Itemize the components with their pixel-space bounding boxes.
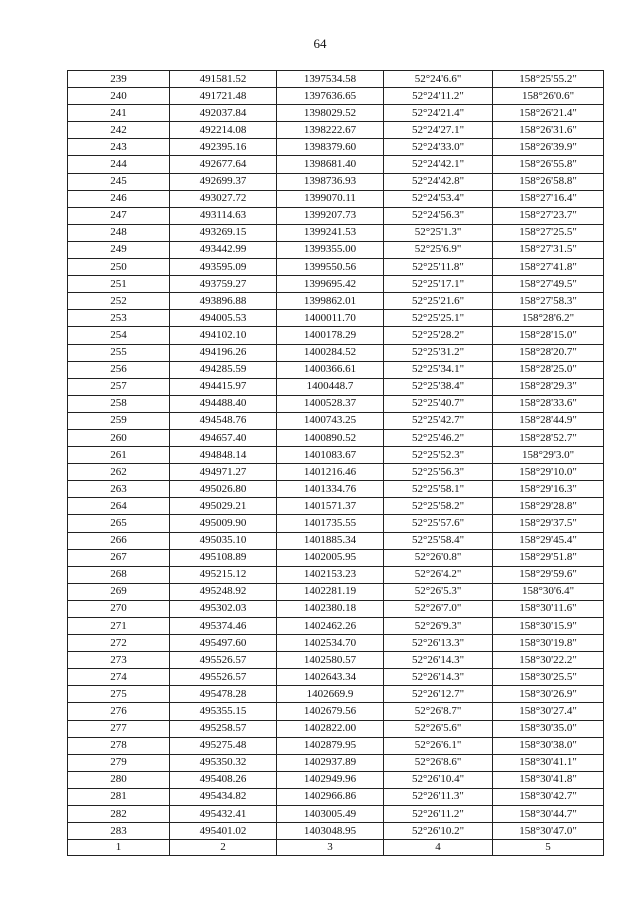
latitude-cell: 52°25'21.6" [384,293,493,310]
table-row [68,669,604,686]
point-number-cell: 243 [68,139,170,156]
x-coordinate-cell: 494548.76 [170,412,277,429]
y-coordinate-cell: 1398681.40 [277,156,384,173]
point-number-cell: 277 [68,720,170,737]
point-number-cell: 246 [68,190,170,207]
longitude-cell: 158°28'25.0" [493,361,604,378]
longitude-cell: 158°30'42.7" [493,788,604,805]
longitude-cell: 158°30'6.4" [493,583,604,600]
x-coordinate-cell: 495401.02 [170,823,277,840]
point-number-cell: 252 [68,293,170,310]
x-coordinate-cell: 495009.90 [170,515,277,532]
y-coordinate-cell: 1400448.7 [277,378,384,395]
longitude-cell: 158°30'41.1" [493,754,604,771]
x-coordinate-cell: 495275.48 [170,737,277,754]
y-coordinate-cell: 1402462.26 [277,618,384,635]
y-coordinate-cell: 1398222.67 [277,122,384,139]
table-row [68,771,604,788]
point-number-cell: 240 [68,88,170,105]
x-coordinate-cell: 493896.88 [170,293,277,310]
longitude-cell: 158°30'47.0" [493,823,604,840]
longitude-cell: 158°26'58.8" [493,173,604,190]
longitude-cell: 158°29'10.0" [493,464,604,481]
table-row [68,71,604,88]
table-row [68,310,604,327]
y-coordinate-cell: 1399550.56 [277,259,384,276]
column-number-cell: 1 [68,840,170,856]
point-number-cell: 256 [68,361,170,378]
longitude-cell: 158°30'19.8" [493,635,604,652]
longitude-cell: 158°29'3.0" [493,447,604,464]
x-coordinate-cell: 493595.09 [170,259,277,276]
column-number-cell: 5 [493,840,604,856]
x-coordinate-cell: 491721.48 [170,88,277,105]
table-row [68,429,604,446]
point-number-cell: 270 [68,600,170,617]
longitude-cell: 158°27'41.8" [493,259,604,276]
y-coordinate-cell: 1402534.70 [277,635,384,652]
table-row [68,224,604,241]
longitude-cell: 158°30'26.9" [493,686,604,703]
x-coordinate-cell: 495526.57 [170,669,277,686]
longitude-cell: 158°27'16.4" [493,190,604,207]
x-coordinate-cell: 494488.40 [170,395,277,412]
table-row [68,737,604,754]
y-coordinate-cell: 1400890.52 [277,429,384,446]
point-number-cell: 242 [68,122,170,139]
latitude-cell: 52°25'1.3" [384,224,493,241]
y-coordinate-cell: 1402879.95 [277,737,384,754]
x-coordinate-cell: 495432.41 [170,806,277,823]
y-coordinate-cell: 1402679.56 [277,703,384,720]
table-row [68,652,604,669]
longitude-cell: 158°26'31.6" [493,122,604,139]
latitude-cell: 52°24'6.6" [384,71,493,88]
column-number-row [68,840,604,856]
x-coordinate-cell: 494285.59 [170,361,277,378]
latitude-cell: 52°26'9.3" [384,618,493,635]
table-row [68,788,604,805]
table-row [68,686,604,703]
x-coordinate-cell: 492214.08 [170,122,277,139]
table-row [68,378,604,395]
table-row [68,361,604,378]
y-coordinate-cell: 1401334.76 [277,481,384,498]
table-row [68,412,604,429]
table-row [68,447,604,464]
x-coordinate-cell: 495408.26 [170,771,277,788]
y-coordinate-cell: 1400011.70 [277,310,384,327]
longitude-cell: 158°28'15.0" [493,327,604,344]
y-coordinate-cell: 1401216.46 [277,464,384,481]
point-number-cell: 265 [68,515,170,532]
x-coordinate-cell: 495258.57 [170,720,277,737]
point-number-cell: 273 [68,652,170,669]
x-coordinate-cell: 492395.16 [170,139,277,156]
point-number-cell: 251 [68,276,170,293]
latitude-cell: 52°25'11.8" [384,259,493,276]
longitude-cell: 158°29'16.3" [493,481,604,498]
x-coordinate-cell: 493027.72 [170,190,277,207]
x-coordinate-cell: 495350.32 [170,754,277,771]
table-row [68,395,604,412]
point-number-cell: 241 [68,105,170,122]
latitude-cell: 52°24'53.4" [384,190,493,207]
latitude-cell: 52°26'10.2" [384,823,493,840]
y-coordinate-cell: 1399241.53 [277,224,384,241]
x-coordinate-cell: 495478.28 [170,686,277,703]
longitude-cell: 158°30'35.0" [493,720,604,737]
column-number-cell: 3 [277,840,384,856]
table-row [68,703,604,720]
latitude-cell: 52°26'7.0" [384,600,493,617]
y-coordinate-cell: 1401083.67 [277,447,384,464]
x-coordinate-cell: 492677.64 [170,156,277,173]
latitude-cell: 52°25'57.6" [384,515,493,532]
longitude-cell: 158°28'44.9" [493,412,604,429]
table-row [68,481,604,498]
table-row [68,156,604,173]
longitude-cell: 158°26'21.4" [493,105,604,122]
x-coordinate-cell: 492037.84 [170,105,277,122]
table-body [68,71,604,856]
column-number-cell: 2 [170,840,277,856]
x-coordinate-cell: 495526.57 [170,652,277,669]
latitude-cell: 52°25'46.2" [384,429,493,446]
y-coordinate-cell: 1403005.49 [277,806,384,823]
latitude-cell: 52°24'27.1" [384,122,493,139]
x-coordinate-cell: 494971.27 [170,464,277,481]
longitude-cell: 158°28'20.7" [493,344,604,361]
y-coordinate-cell: 1402580.57 [277,652,384,669]
y-coordinate-cell: 1400284.52 [277,344,384,361]
y-coordinate-cell: 1401571.37 [277,498,384,515]
table-row [68,241,604,258]
longitude-cell: 158°26'55.8" [493,156,604,173]
latitude-cell: 52°26'0.8" [384,549,493,566]
point-number-cell: 248 [68,224,170,241]
point-number-cell: 267 [68,549,170,566]
point-number-cell: 272 [68,635,170,652]
point-number-cell: 253 [68,310,170,327]
table-row [68,720,604,737]
latitude-cell: 52°26'6.1" [384,737,493,754]
latitude-cell: 52°25'25.1" [384,310,493,327]
latitude-cell: 52°24'42.1" [384,156,493,173]
point-number-cell: 268 [68,566,170,583]
y-coordinate-cell: 1400528.37 [277,395,384,412]
latitude-cell: 52°25'42.7" [384,412,493,429]
point-number-cell: 275 [68,686,170,703]
longitude-cell: 158°29'45.4" [493,532,604,549]
latitude-cell: 52°25'58.2" [384,498,493,515]
point-number-cell: 271 [68,618,170,635]
latitude-cell: 52°25'28.2" [384,327,493,344]
longitude-cell: 158°29'28.8" [493,498,604,515]
point-number-cell: 261 [68,447,170,464]
longitude-cell: 158°28'29.3" [493,378,604,395]
y-coordinate-cell: 1398029.52 [277,105,384,122]
x-coordinate-cell: 495248.92 [170,583,277,600]
longitude-cell: 158°29'59.6" [493,566,604,583]
x-coordinate-cell: 495026.80 [170,481,277,498]
latitude-cell: 52°24'11.2" [384,88,493,105]
latitude-cell: 52°25'40.7" [384,395,493,412]
x-coordinate-cell: 492699.37 [170,173,277,190]
table-row [68,293,604,310]
table-row [68,139,604,156]
x-coordinate-cell: 493442.99 [170,241,277,258]
y-coordinate-cell: 1402669.9 [277,686,384,703]
longitude-cell: 158°30'25.5" [493,669,604,686]
point-number-cell: 269 [68,583,170,600]
x-coordinate-cell: 495302.03 [170,600,277,617]
x-coordinate-cell: 494196.26 [170,344,277,361]
point-number-cell: 257 [68,378,170,395]
x-coordinate-cell: 493759.27 [170,276,277,293]
y-coordinate-cell: 1399207.73 [277,207,384,224]
x-coordinate-cell: 493114.63 [170,207,277,224]
page-number: 64 [313,36,327,51]
point-number-cell: 245 [68,173,170,190]
latitude-cell: 52°25'6.9" [384,241,493,258]
table-row [68,276,604,293]
y-coordinate-cell: 1399070.11 [277,190,384,207]
longitude-cell: 158°28'52.7" [493,429,604,446]
y-coordinate-cell: 1402822.00 [277,720,384,737]
latitude-cell: 52°26'8.7" [384,703,493,720]
latitude-cell: 52°25'17.1" [384,276,493,293]
table-row [68,173,604,190]
point-number-cell: 283 [68,823,170,840]
point-number-cell: 260 [68,429,170,446]
x-coordinate-cell: 494005.53 [170,310,277,327]
latitude-cell: 52°26'13.3" [384,635,493,652]
y-coordinate-cell: 1402966.86 [277,788,384,805]
latitude-cell: 52°25'52.3" [384,447,493,464]
y-coordinate-cell: 1402281.19 [277,583,384,600]
y-coordinate-cell: 1402005.95 [277,549,384,566]
latitude-cell: 52°26'11.3" [384,788,493,805]
x-coordinate-cell: 493269.15 [170,224,277,241]
point-number-cell: 250 [68,259,170,276]
point-number-cell: 258 [68,395,170,412]
latitude-cell: 52°25'58.1" [384,481,493,498]
longitude-cell: 158°30'15.9" [493,618,604,635]
table-row [68,105,604,122]
point-number-cell: 276 [68,703,170,720]
table-row [68,823,604,840]
point-number-cell: 247 [68,207,170,224]
longitude-cell: 158°27'49.5" [493,276,604,293]
table-row [68,88,604,105]
column-number-cell: 4 [384,840,493,856]
longitude-cell: 158°30'27.4" [493,703,604,720]
table-row [68,549,604,566]
longitude-cell: 158°28'33.6" [493,395,604,412]
point-number-cell: 263 [68,481,170,498]
x-coordinate-cell: 495029.21 [170,498,277,515]
table-row [68,207,604,224]
x-coordinate-cell: 495035.10 [170,532,277,549]
latitude-cell: 52°26'5.6" [384,720,493,737]
table-row [68,122,604,139]
coordinates-table [67,70,604,856]
table-row [68,464,604,481]
y-coordinate-cell: 1400743.25 [277,412,384,429]
point-number-cell: 281 [68,788,170,805]
latitude-cell: 52°25'58.4" [384,532,493,549]
point-number-cell: 254 [68,327,170,344]
longitude-cell: 158°28'6.2" [493,310,604,327]
longitude-cell: 158°27'31.5" [493,241,604,258]
x-coordinate-cell: 494848.14 [170,447,277,464]
x-coordinate-cell: 495497.60 [170,635,277,652]
latitude-cell: 52°26'11.2" [384,806,493,823]
point-number-cell: 280 [68,771,170,788]
y-coordinate-cell: 1398736.93 [277,173,384,190]
y-coordinate-cell: 1402937.89 [277,754,384,771]
table-row [68,259,604,276]
longitude-cell: 158°29'51.8" [493,549,604,566]
x-coordinate-cell: 495374.46 [170,618,277,635]
longitude-cell: 158°30'44.7" [493,806,604,823]
y-coordinate-cell: 1401735.55 [277,515,384,532]
longitude-cell: 158°30'11.6" [493,600,604,617]
point-number-cell: 278 [68,737,170,754]
latitude-cell: 52°26'10.4" [384,771,493,788]
table-row [68,635,604,652]
longitude-cell: 158°30'22.2" [493,652,604,669]
longitude-cell: 158°27'25.5" [493,224,604,241]
table-row [68,600,604,617]
point-number-cell: 255 [68,344,170,361]
y-coordinate-cell: 1402949.96 [277,771,384,788]
x-coordinate-cell: 494102.10 [170,327,277,344]
x-coordinate-cell: 495434.82 [170,788,277,805]
y-coordinate-cell: 1401885.34 [277,532,384,549]
longitude-cell: 158°29'37.5" [493,515,604,532]
latitude-cell: 52°24'42.8" [384,173,493,190]
y-coordinate-cell: 1399695.42 [277,276,384,293]
table-row [68,515,604,532]
point-number-cell: 249 [68,241,170,258]
table-row [68,344,604,361]
y-coordinate-cell: 1403048.95 [277,823,384,840]
longitude-cell: 158°27'58.3" [493,293,604,310]
table-row [68,532,604,549]
x-coordinate-cell: 495215.12 [170,566,277,583]
latitude-cell: 52°26'14.3" [384,669,493,686]
point-number-cell: 262 [68,464,170,481]
y-coordinate-cell: 1400178.29 [277,327,384,344]
table-row [68,498,604,515]
y-coordinate-cell: 1397534.58 [277,71,384,88]
latitude-cell: 52°25'34.1" [384,361,493,378]
latitude-cell: 52°26'14.3" [384,652,493,669]
point-number-cell: 279 [68,754,170,771]
y-coordinate-cell: 1398379.60 [277,139,384,156]
point-number-cell: 239 [68,71,170,88]
x-coordinate-cell: 494415.97 [170,378,277,395]
longitude-cell: 158°26'39.9" [493,139,604,156]
y-coordinate-cell: 1402380.18 [277,600,384,617]
latitude-cell: 52°24'56.3" [384,207,493,224]
longitude-cell: 158°30'38.0" [493,737,604,754]
y-coordinate-cell: 1399862.01 [277,293,384,310]
point-number-cell: 274 [68,669,170,686]
y-coordinate-cell: 1399355.00 [277,241,384,258]
point-number-cell: 264 [68,498,170,515]
longitude-cell: 158°27'23.7" [493,207,604,224]
point-number-cell: 282 [68,806,170,823]
table-row [68,566,604,583]
longitude-cell: 158°30'41.8" [493,771,604,788]
longitude-cell: 158°25'55.2" [493,71,604,88]
x-coordinate-cell: 495108.89 [170,549,277,566]
y-coordinate-cell: 1397636.65 [277,88,384,105]
latitude-cell: 52°26'12.7" [384,686,493,703]
latitude-cell: 52°24'33.0" [384,139,493,156]
y-coordinate-cell: 1400366.61 [277,361,384,378]
latitude-cell: 52°26'8.6" [384,754,493,771]
latitude-cell: 52°26'5.3" [384,583,493,600]
table-row [68,754,604,771]
x-coordinate-cell: 494657.40 [170,429,277,446]
y-coordinate-cell: 1402643.34 [277,669,384,686]
x-coordinate-cell: 491581.52 [170,71,277,88]
table-row [68,190,604,207]
point-number-cell: 266 [68,532,170,549]
latitude-cell: 52°25'38.4" [384,378,493,395]
latitude-cell: 52°26'4.2" [384,566,493,583]
point-number-cell: 244 [68,156,170,173]
table-row [68,618,604,635]
table-row [68,327,604,344]
latitude-cell: 52°24'21.4" [384,105,493,122]
y-coordinate-cell: 1402153.23 [277,566,384,583]
table-row [68,583,604,600]
latitude-cell: 52°25'31.2" [384,344,493,361]
longitude-cell: 158°26'0.6" [493,88,604,105]
latitude-cell: 52°25'56.3" [384,464,493,481]
point-number-cell: 259 [68,412,170,429]
x-coordinate-cell: 495355.15 [170,703,277,720]
table-row [68,806,604,823]
